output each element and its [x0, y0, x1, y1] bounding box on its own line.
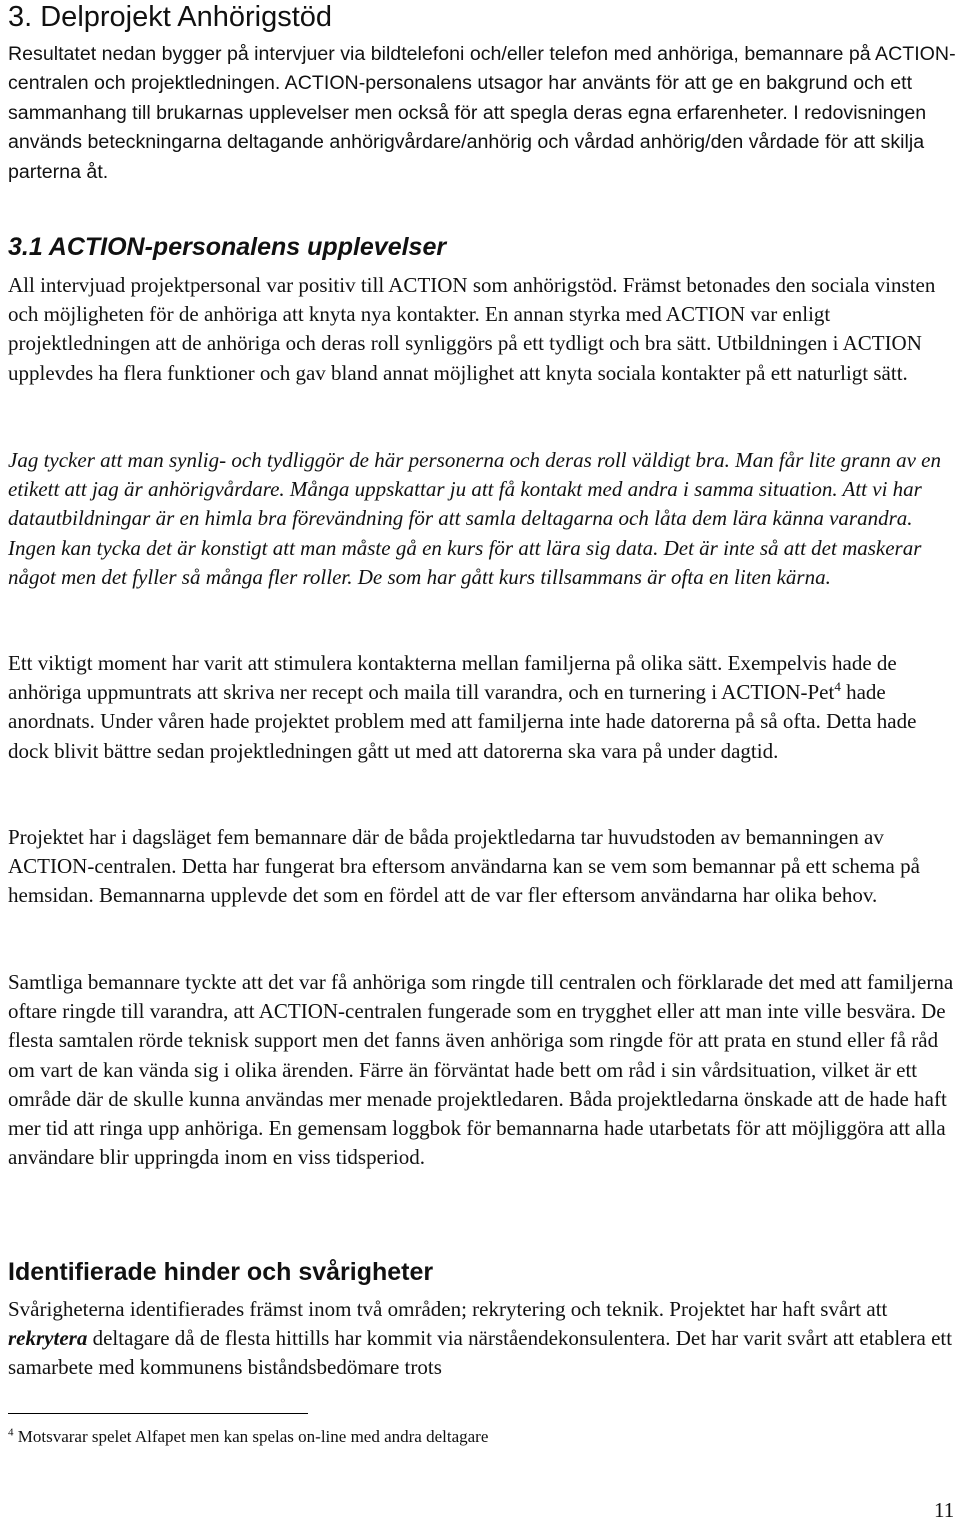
subsection-title: 3.1 ACTION-personalens upplevelser: [8, 233, 447, 261]
paragraph-calls: Samtliga bemannare tyckte att det var få anhöriga som ringde till centralen och förklarade det med att familjerna oftare ringde till varandra, att ACTION-centralen fungerade som en trygghet eller att man inte ville besvära. De flesta samtalen rörde teknisk support men det fanns även anhöriga som ringde för att prata en stund eller få råd om vart de kan vända sig i olika ärenden. Färre än förväntat hade bett om råd i sin vårdsituation, vilket är ett område där de skulle kunna användas mer menade projektledaren. Båda projektledarna önskade att de hade haft mer tid att ringa upp anhöriga. En gemensam loggbok för bemannarna hade utarbetats för att möjliggöra att alla användare blir uppringda inom en viss tidsperiod.: [8, 970, 954, 1170]
paragraph-contacts: [8, 649, 958, 766]
intro-paragraph: [8, 40, 958, 187]
section-title: 3. Delprojekt Anhörigstöd: [8, 1, 333, 33]
intro-text-sans-2: I redovisningen används beteckningarna deltagande anhörigvårdare/anhörig och vårdad anhörig/den vårdade för att skilja parterna åt.: [8, 101, 927, 183]
footnote: [8, 1426, 488, 1448]
paragraph-contacts-text-2: hade anordnats. Under våren hade projektet problem med att familjerna inte hade datorerna på så ofta. Detta hade dock blivit bättre sedan projektledningen gått ut med att datorerna ska vara på under dagtid.: [8, 680, 917, 763]
paragraph-staff-experience: All intervjuad projektpersonal var positiv till ACTION som anhörigstöd. Främst betonades den sociala vinsten och möjligheten för de anhöriga att knyta nya kontakter. En annan styrka med ACTION var enligt projektledningen att de anhöriga och deras roll synliggörs på ett tydligt och bra sätt. Utbildningen i ACTION upplevdes ha flera funktioner och gav bland annat möjlighet att knyta sociala kontakter på ett naturligt sätt.: [8, 273, 936, 385]
footnote-text: Motsvarar spelet Alfapet men kan spelas on-line med andra deltagare: [13, 1427, 489, 1446]
footnote-reference: 4: [834, 679, 841, 695]
paragraph-obstacles: [8, 1295, 958, 1383]
intro-text-sans: Resultatet nedan bygger på intervjuer via bildtelefoni och/eller telefon med anhöriga, bemannare på ACTION-centralen och projektledningen. ACTION-personalens utsagor har använts för att ge en bakgrund och ett sammanhang till brukarnas upplevelser men också för att spegla deras egna erfarenheter.: [8, 43, 956, 124]
obstacles-text-1: Svårigheterna identifierades främst inom två områden; rekrytering och teknik. Projektet har haft svårt att: [8, 1297, 888, 1321]
footnote-divider: [8, 1413, 308, 1414]
obstacles-title: Identifierade hinder och svårigheter: [8, 1258, 434, 1286]
obstacles-text-2: deltagare då de flesta hittills har kommit via närståendekonsulentera. Det har varit svårt att etablera ett samarbete med kommunens biståndsbedömare trots: [8, 1326, 953, 1380]
paragraph-contacts-text-1: Ett viktigt moment har varit att stimulera kontakterna mellan familjerna på olika sätt. Exempelvis hade de anhöriga uppmuntrats att skriva ner recept och maila till varandra, och en turnering i ACTION-Pet: [8, 651, 897, 705]
footnote-marker: 4: [8, 1426, 14, 1439]
paragraph-staffing: Projektet har i dagsläget fem bemannare där de båda projektledarna tar huvudstoden av bemanningen av ACTION-centralen. Detta har fungerat bra eftersom användarna kan se vem som bemannar på ett schema på hemsidan. Bemannarna upplevde det som en fördel att de var fler eftersom användarna har olika behov.: [8, 825, 920, 908]
page-number: 11: [934, 1498, 955, 1522]
quote-paragraph: Jag tycker att man synlig- och tydliggör de här personerna och deras roll väldigt bra. Man får lite grann av en etikett att jag är anhörigvårdare. Många uppskattar ju att få kontakt med andra i samma situation. Att vi har datautbildningar är en himla bra förevändning för att samla deltagarna och låta dem lära känna varandra. Ingen kan tycka det är konstigt att man måste gå en kurs för att lära sig data. Det är inte så att det maskerar något men det fyller så många fler roller. De som har gått kurs tillsammans är ofta en liten kärna.: [8, 448, 942, 589]
obstacles-keyword: rekrytera: [8, 1326, 88, 1351]
